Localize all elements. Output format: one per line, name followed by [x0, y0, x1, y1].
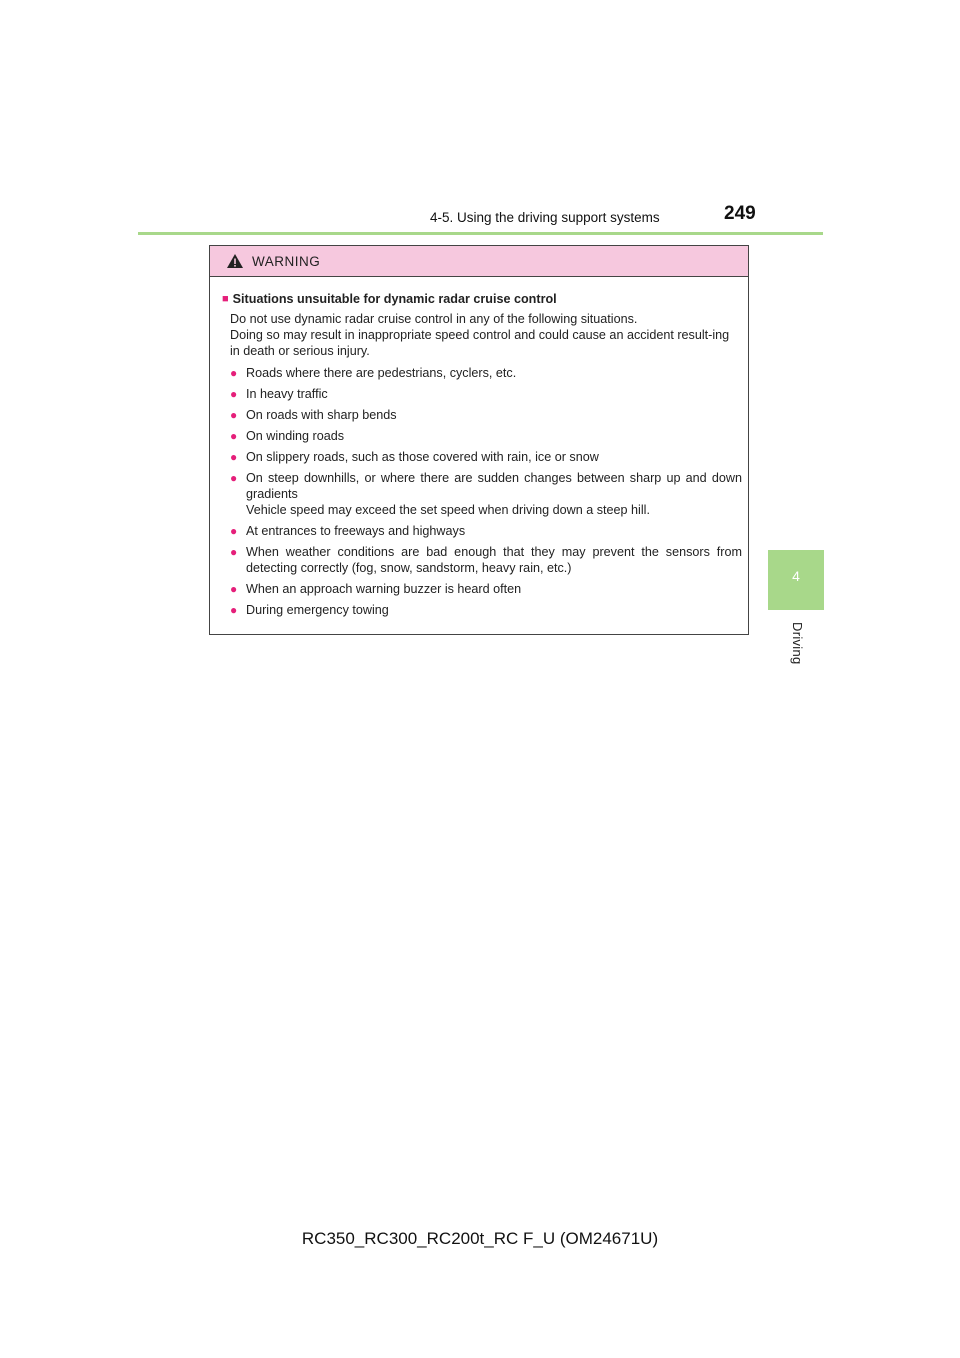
list-item — [222, 602, 742, 618]
list-item-text: On steep downhills, or where there are sudden changes between sharp up and down gradients — [246, 471, 742, 501]
list-item-text: When an approach warning buzzer is heard often — [246, 582, 522, 596]
warning-heading: WARNING — [252, 253, 321, 269]
list-item — [222, 523, 742, 539]
list-item — [222, 449, 742, 465]
bullet-icon: ● — [230, 582, 238, 596]
warning-box — [209, 245, 749, 635]
list-item-text: On roads with sharp bends — [246, 408, 397, 422]
section-header: 4-5. Using the driving support systems — [430, 210, 660, 225]
list-item-note: Vehicle speed may exceed the set speed when driving down a steep hill. — [246, 503, 650, 517]
bullet-icon: ● — [230, 603, 238, 617]
list-item-text: When weather conditions are bad enough that they may prevent the sensors from detecting correctly (fog, snow, sandstorm, heavy rain, etc.) — [246, 545, 742, 575]
list-item-text: Roads where there are pedestrians, cyclers, etc. — [246, 366, 517, 380]
bullet-icon: ● — [230, 545, 238, 559]
warning-triangle-icon — [226, 253, 244, 269]
warning-section-title — [222, 291, 742, 307]
list-item-text: In heavy traffic — [246, 387, 328, 401]
warning-body — [210, 277, 748, 618]
intro-paragraph — [230, 311, 742, 359]
chapter-label: Driving — [790, 622, 805, 665]
list-item-text: On winding roads — [246, 429, 345, 443]
square-bullet-icon: ■ — [222, 293, 229, 305]
list-item — [222, 386, 742, 402]
bullet-icon: ● — [230, 408, 238, 422]
list-item — [222, 470, 742, 518]
model-footer: RC350_RC300_RC200t_RC F_U (OM24671U) — [301, 1229, 659, 1248]
bullet-icon: ● — [230, 366, 238, 380]
header-rule — [138, 232, 823, 235]
bullet-icon: ● — [230, 450, 238, 464]
chapter-number: 4 — [792, 568, 800, 584]
list-item — [222, 365, 742, 381]
list-item — [222, 581, 742, 597]
warning-header — [210, 246, 748, 277]
page-number: 249 — [724, 203, 756, 224]
list-item-text: On slippery roads, such as those covered with rain, ice or snow — [246, 450, 599, 464]
list-item-text: At entrances to freeways and highways — [246, 524, 466, 538]
list-item — [222, 544, 742, 576]
list-item — [222, 407, 742, 423]
intro-line: Doing so may result in inappropriate speed control and could cause an accident result-ing in death or serious injury. — [230, 328, 730, 358]
bullet-icon: ● — [230, 387, 238, 401]
intro-line: Do not use dynamic radar cruise control in any of the following situations. — [230, 312, 638, 326]
list-item-text: During emergency towing — [246, 603, 389, 617]
list-item — [222, 428, 742, 444]
situation-list — [222, 365, 742, 618]
bullet-icon: ● — [230, 524, 238, 538]
bullet-icon: ● — [230, 429, 238, 443]
section-title-text: Situations unsuitable for dynamic radar cruise control — [232, 292, 557, 306]
bullet-icon: ● — [230, 471, 238, 485]
